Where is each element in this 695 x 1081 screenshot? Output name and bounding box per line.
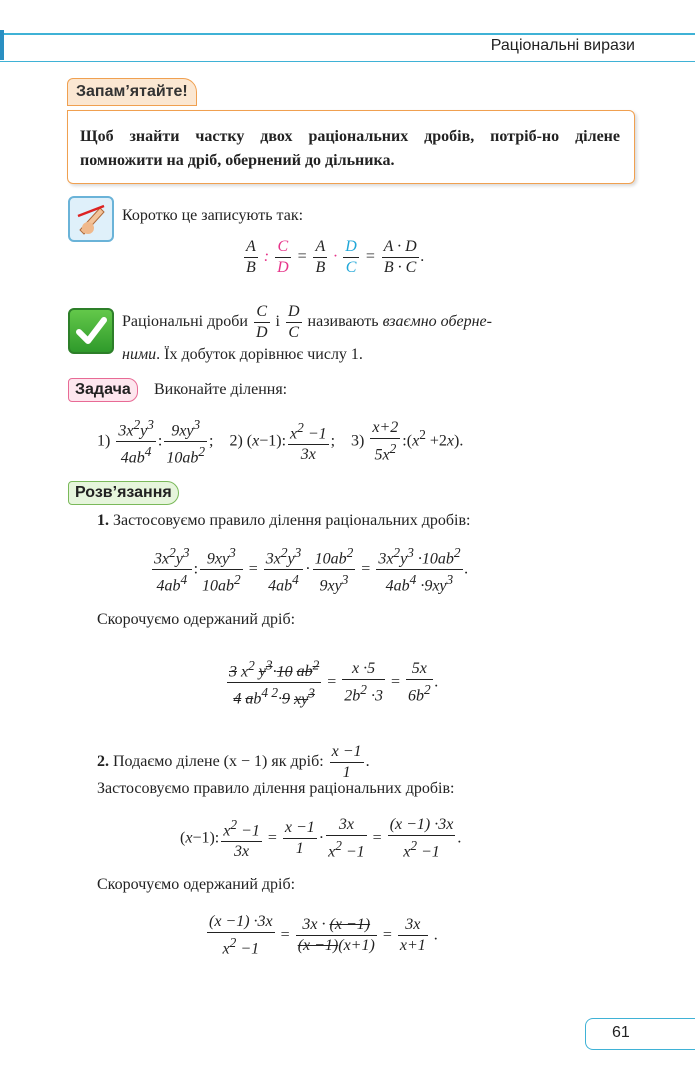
task-tab: Задача	[68, 378, 138, 402]
step1-text: 1. Застосовуємо правило ділення раціональних дробів:	[97, 512, 471, 529]
step2-text: 2. Подаємо ділене (x − 1) як дріб: $\frac{x -1}{1}$ .	[97, 743, 370, 781]
check-icon	[68, 308, 114, 354]
short-note: Коротко це записують так:	[122, 207, 304, 224]
header-accent	[0, 30, 4, 60]
reciprocal-line1: Раціональні дроби $\frac{C}{D}$ і $\frac{D}{C}$ називають взаємно оберне-	[122, 303, 492, 341]
remember-text: Щоб знайти частку двох раціональних дробів, потріб-но ділене помножити на дріб, обернений до дільника.	[80, 128, 620, 169]
task-exercises: 1) $\frac{3x^2y^3}{4ab^4}$ : $\frac{9xy^3}{10ab^2}$ ; 2) (x−1): $\frac{x^2 -1}{3x}$ ; 3) $\frac{x+2}{5x^2}$ $:(x^2 +2x)$.	[97, 417, 464, 467]
step2-apply-text: Застосовуємо правило ділення раціональних дробів:	[97, 780, 455, 797]
step2-formula: (x−1): $\frac{x^2 -1}{3x}$ = $\frac{x -1}{1}$ · $\frac{3x}{x^2 -1}$ = $\frac{(x -1) \cdot 3x}{x^2 -1}$ .	[180, 816, 462, 861]
page-number-box	[585, 1018, 695, 1050]
remember-tab: Запам’ятайте!	[67, 78, 197, 106]
reduce2-formula: $\frac{(x -1) \cdot 3x}{x^2 -1}$ = $\frac{3x \cdot (x -1)}{(x -1)(x+1)}$ = $\frac{3x}{x+1}$ .	[209, 913, 438, 958]
page-title: Раціональні вирази	[490, 37, 635, 54]
task-text: Виконайте ділення:	[154, 381, 288, 398]
reduce1-formula: $\frac{3 x^2 y^3\cdot 10 ab^2}{4 ab^{4 2}\cdot 9 xy^3}$ = $\frac{x \cdot 5}{2b^2 \cdot 3}$ = $\frac{5x}{6b^2}$ .	[229, 658, 439, 708]
solution-tab: Розв’язання	[68, 481, 179, 505]
reduce1-text: Скорочуємо одержаний дріб:	[97, 611, 296, 628]
reciprocal-line2: ними. Їх добуток дорівнює числу 1.	[122, 346, 363, 363]
pencil-icon	[68, 196, 114, 242]
division-rule-formula: $\frac{A}{B}$ : $\frac{C}{D}$ = $\frac{A}{B}$ · $\frac{D}{C}$ = $\frac{A \cdot D}{B \cdot C}$ .	[246, 238, 425, 276]
reduce2-text: Скорочуємо одержаний дріб:	[97, 876, 296, 893]
page-number: 61	[612, 1024, 630, 1041]
step1-formula: $\frac{3x^2y^3}{4ab^4}$ : $\frac{9xy^3}{10ab^2}$ = $\frac{3x^2y^3}{4ab^4}$ · $\frac{10ab^2}{9xy^3}$ = $\frac{3x^2y^3 \cdot 10ab^2}{4ab^4 \cdot 9xy^3}$ .	[154, 545, 469, 595]
